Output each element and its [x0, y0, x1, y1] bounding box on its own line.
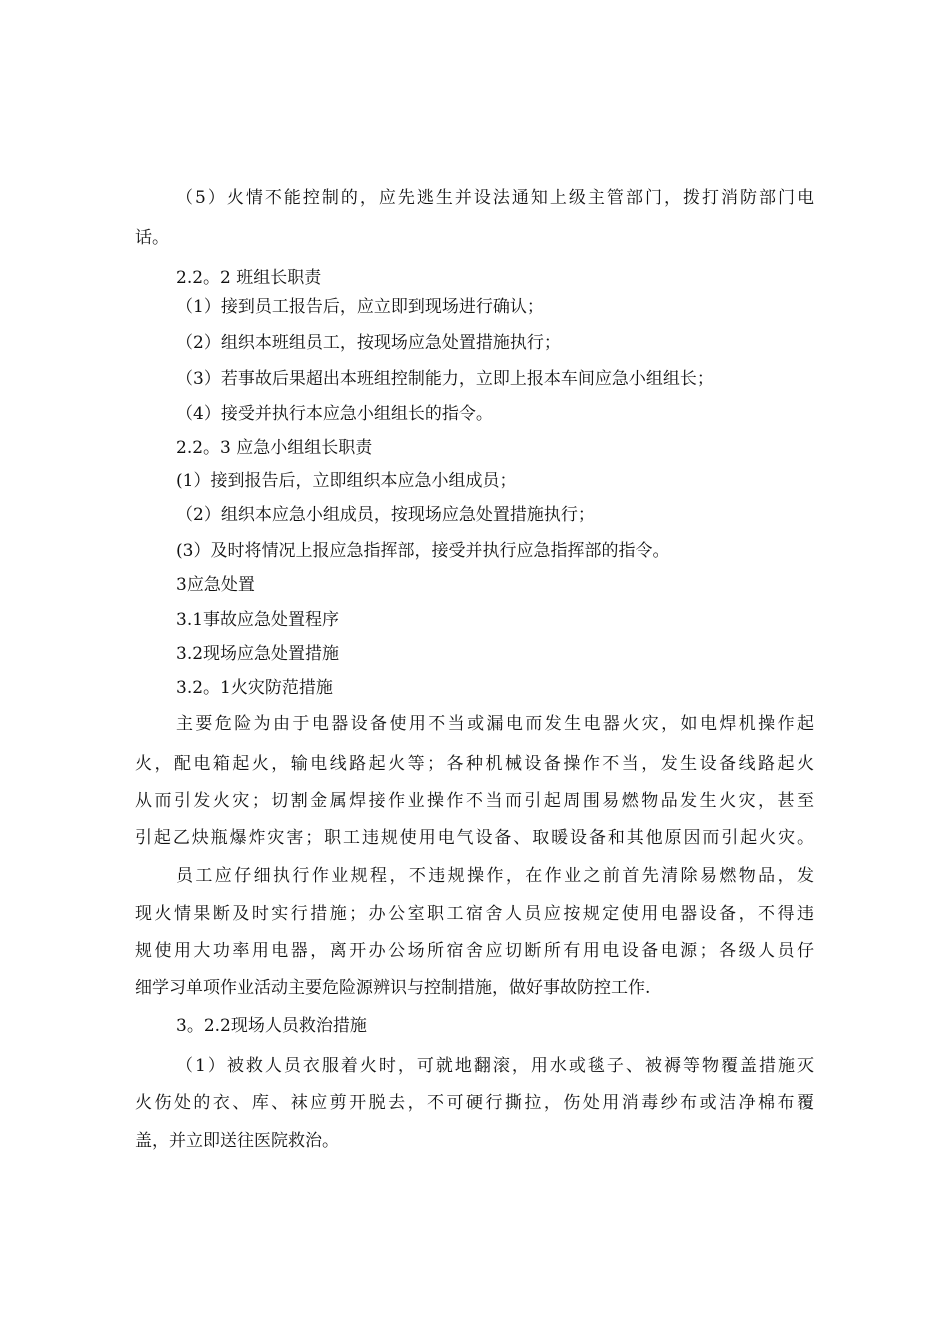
list-item: (1）接到报告后，立即组织本应急小组成员；	[176, 471, 517, 491]
text-line: （5）火情不能控制的，应先逃生并设法通知上级主管部门，拨打消防部门电	[176, 188, 814, 208]
paragraph-line: 盖，并立即送往医院救治。	[135, 1131, 339, 1151]
list-item: （1）接到员工报告后，应立即到现场进行确认；	[176, 297, 544, 317]
paragraph-line: 员工应仔细执行作业规程，不违规操作，在作业之前首先清除易燃物品，发	[176, 866, 814, 886]
section-heading: 3应急处置	[176, 575, 255, 595]
section-heading: 3.2。1火灾防范措施	[176, 678, 333, 698]
text-line: 话。	[135, 228, 169, 248]
list-item: (3）及时将情况上报应急指挥部，接受并执行应急指挥部的指令。	[176, 541, 670, 561]
section-heading: 3.1事故应急处置程序	[176, 610, 340, 630]
section-heading: 3.2现场应急处置措施	[176, 644, 340, 664]
list-item: （2）组织本班组员工，按现场应急处置措施执行；	[176, 333, 561, 353]
section-heading: 2.2。2 班组长职责	[176, 268, 322, 288]
paragraph-line: 从而引发火灾；切割金属焊接作业操作不当而引起周围易燃物品发生火灾，甚至	[135, 791, 814, 811]
paragraph-line: 火，配电箱起火，输电线路起火等；各种机械设备操作不当，发生设备线路起火	[135, 754, 814, 774]
paragraph-line: 细学习单项作业活动主要危险源辨识与控制措施，做好事故防控工作.	[135, 978, 651, 998]
paragraph-line: 现火情果断及时实行措施；办公室职工宿舍人员应按规定使用电器设备，不得违	[135, 904, 814, 924]
paragraph-line: 引起乙炔瓶爆炸灾害；职工违规使用电气设备、取暖设备和其他原因而引起火灾。	[135, 828, 814, 848]
section-heading: 2.2。3 应急小组组长职责	[176, 438, 373, 458]
paragraph-line: 规使用大功率用电器，离开办公场所宿舍应切断所有用电设备电源；各级人员仔	[135, 941, 814, 961]
paragraph-line: （1）被救人员衣服着火时，可就地翻滚，用水或毯子、被褥等物覆盖措施灭	[176, 1056, 814, 1076]
paragraph-line: 主要危险为由于电器设备使用不当或漏电而发生电器火灾，如电焊机操作起	[176, 714, 814, 734]
paragraph-line: 火伤处的衣、库、袜应剪开脱去，不可硬行撕拉，伤处用消毒纱布或洁净棉布覆	[135, 1093, 814, 1113]
list-item: （2）组织本应急小组成员，按现场应急处置措施执行；	[176, 505, 595, 525]
section-heading: 3。2.2现场人员救治措施	[176, 1016, 367, 1036]
list-item: （3）若事故后果超出本班组控制能力，立即上报本车间应急小组组长；	[176, 369, 714, 389]
list-item: （4）接受并执行本应急小组组长的指令。	[176, 404, 493, 424]
